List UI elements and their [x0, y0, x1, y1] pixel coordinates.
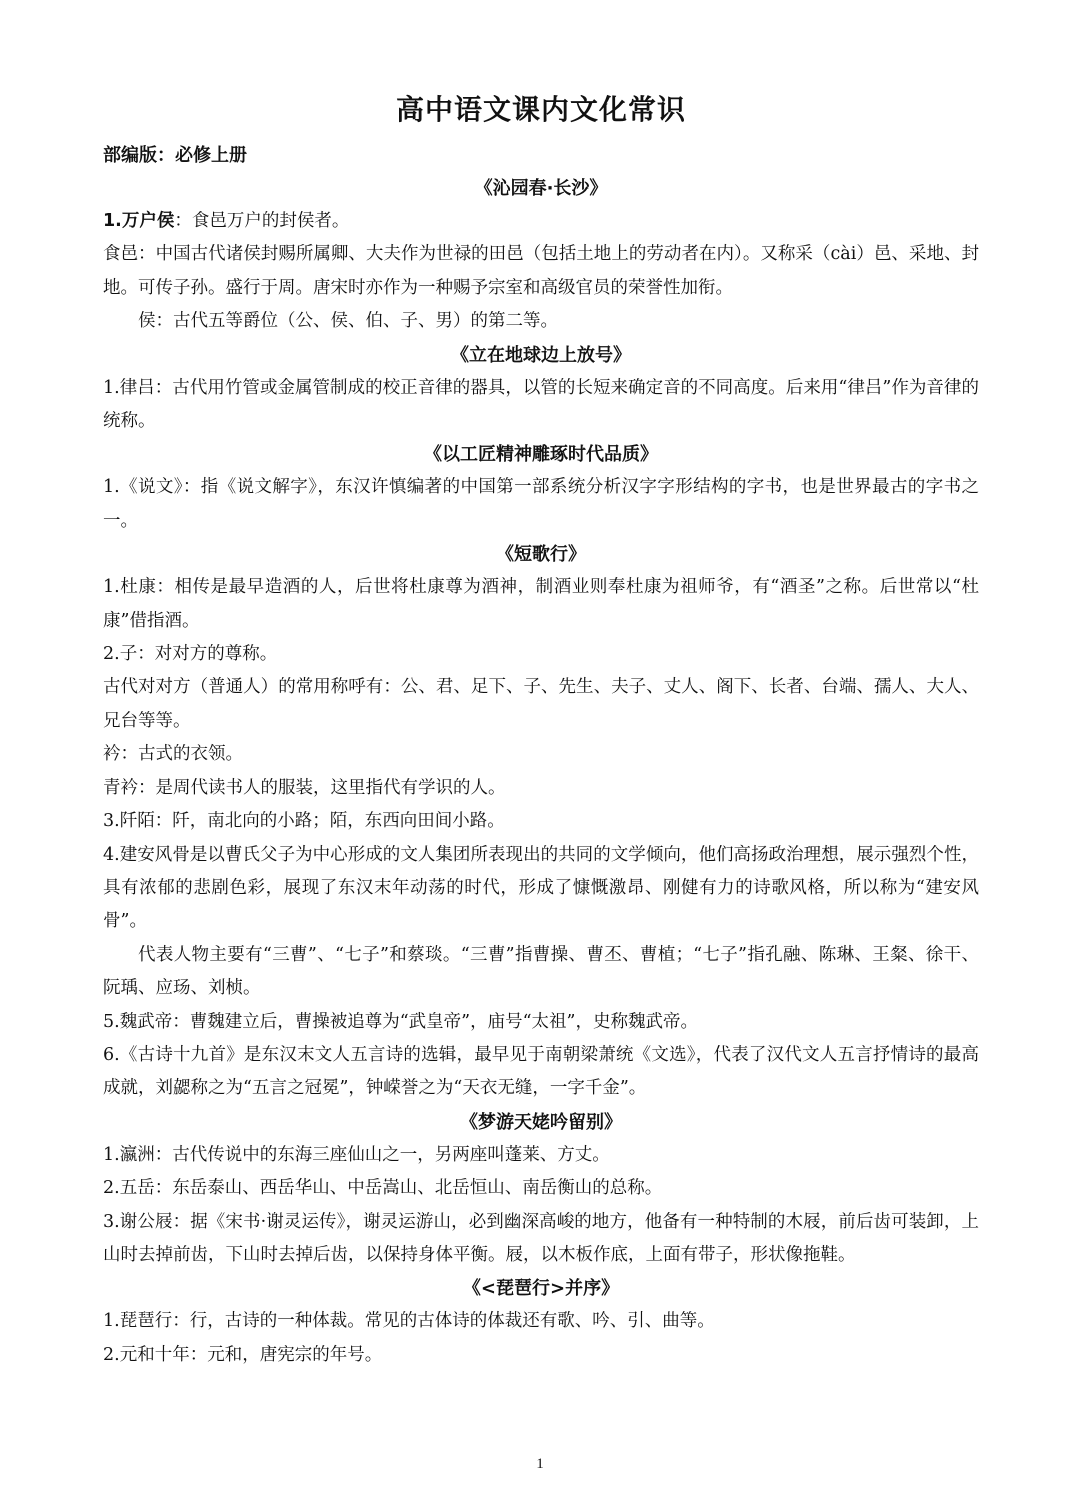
- section-heading: 《沁园春·长沙》: [474, 178, 608, 199]
- entry-paragraph: [103, 839, 979, 939]
- entry-text: 3.阡陌：阡，南北向的小路；陌，东西向田间小路。: [103, 811, 505, 832]
- entry-paragraph: [103, 738, 979, 771]
- entry-text: 食邑：中国古代诸侯封赐所属卿、大夫作为世禄的田邑（包括土地上的劳动者在内）。又称采（cài）邑、采地、封地。可传子孙。盛行于周。唐宋时亦作为一种赐予宗室和高级官员的荣誉性加衔。: [103, 244, 979, 298]
- entry-paragraph: [103, 1039, 979, 1106]
- entry-paragraph: [103, 1206, 979, 1273]
- entry-text: 青衿：是周代读书人的服装，这里指代有学识的人。: [103, 777, 506, 798]
- entry-text: 代表人物主要有“三曹”、“七子”和蔡琰。“三曹”指曹操、曹丕、曹植；“七子”指孔融、陈琳、王粲、徐干、阮瑀、应玚、刘桢。: [103, 944, 979, 999]
- entry-text: 衿：古式的衣领。: [103, 744, 243, 765]
- entry-paragraph: [103, 305, 979, 338]
- entry-paragraph: [103, 1139, 979, 1172]
- entry-paragraph: [103, 1305, 979, 1338]
- entry-paragraph: [103, 772, 979, 805]
- entry-paragraph: [103, 1339, 979, 1372]
- entry-paragraph: [103, 1006, 979, 1039]
- entry-paragraph: [103, 205, 979, 238]
- entry-text: 3.谢公屐：据《宋书·谢灵运传》，谢灵运游山，必到幽深高峻的地方，他备有一种特制的木屐，前后齿可装卸，上山时去掉前齿，下山时去掉后齿，以保持身体平衡。屐，以木板作底，上面有带子，形状像拖鞋。: [103, 1211, 979, 1265]
- entry-text: 4.建安风骨是以曹氏父子为中心形成的文人集团所表现出的共同的文学倾向，他们高扬政治理想，展示强烈个性，具有浓郁的悲剧色彩，展现了东汉末年动荡的时代，形成了慷慨激昂、刚健有力的诗歌风格，所以称为“建安风骨”。: [103, 844, 979, 932]
- entry-paragraph: [103, 571, 979, 638]
- entry-paragraph: [103, 471, 979, 538]
- entry-paragraph: [103, 939, 979, 1006]
- entry-text: 2.元和十年：元和，唐宪宗的年号。: [103, 1344, 383, 1365]
- document-title: 高中语文课内文化常识: [395, 93, 686, 126]
- entry-text: 1.《说文》：指《说文解字》，东汉许慎编著的中国第一部系统分析汉字字形结构的字书，也是世界最古的字书之一。: [103, 477, 979, 531]
- entry-paragraph: [103, 638, 979, 671]
- edition-label: 部编版：必修上册: [103, 145, 247, 166]
- page-number: 1: [536, 1456, 544, 1472]
- entry-text: 5.魏武帝：曹魏建立后，曹操被追尊为“武皇帝”，庙号“太祖”，史称魏武帝。: [103, 1011, 698, 1032]
- section-heading: 《以工匠精神雕琢时代品质》: [424, 444, 658, 466]
- entry-paragraph: [103, 238, 979, 305]
- section-heading: 《梦游天姥吟留别》: [460, 1111, 622, 1133]
- entry-text: 1.杜康：相传是最早造酒的人，后世将杜康尊为酒神，制酒业则奉杜康为祖师爷，有“酒圣”之称。后世常以“杜康”借指酒。: [103, 577, 979, 631]
- section-heading: 《<琵琶行>并序》: [462, 1278, 620, 1300]
- entry-paragraph: [103, 372, 979, 439]
- entry-term: 1.万户侯: [103, 211, 175, 231]
- entry-text: 2.五岳：东岳泰山、西岳华山、中岳嵩山、北岳恒山、南岳衡山的总称。: [103, 1178, 663, 1199]
- entry-text: 1.瀛洲：古代传说中的东海三座仙山之一，另两座叫蓬莱、方丈。: [103, 1144, 610, 1165]
- entry-paragraph: [103, 805, 979, 838]
- section-heading: 《短歌行》: [496, 544, 586, 566]
- sections-container: [103, 172, 979, 1372]
- entry-text: 古代对对方（普通人）的常用称呼有：公、君、足下、子、先生、夫子、丈人、阁下、长者、台端、孺人、大人、兄台等等。: [103, 677, 979, 731]
- entry-text: 1.琵琶行：行，古诗的一种体裁。常见的古体诗的体裁还有歌、吟、引、曲等。: [103, 1311, 715, 1332]
- entry-text: 2.子：对对方的尊称。: [103, 644, 278, 665]
- entry-paragraph: [103, 1172, 979, 1205]
- entry-paragraph: [103, 671, 979, 738]
- entry-text: ：食邑万户的封侯者。: [174, 211, 350, 231]
- section-heading: 《立在地球边上放号》: [451, 344, 631, 366]
- document-page: [103, 88, 979, 1372]
- entry-text: 侯：古代五等爵位（公、侯、伯、子、男）的第二等。: [138, 311, 558, 332]
- entry-text: 1.律吕：古代用竹管或金属管制成的校正音律的器具，以管的长短来确定音的不同高度。后来用“律吕”作为音律的统称。: [103, 377, 979, 432]
- entry-text: 6.《古诗十九首》是东汉末文人五言诗的选辑，最早见于南朝梁萧统《文选》，代表了汉代文人五言抒情诗的最高成就，刘勰称之为“五言之冠冕”，钟嵘誉之为“天衣无缝，一字千金”。: [103, 1044, 979, 1099]
